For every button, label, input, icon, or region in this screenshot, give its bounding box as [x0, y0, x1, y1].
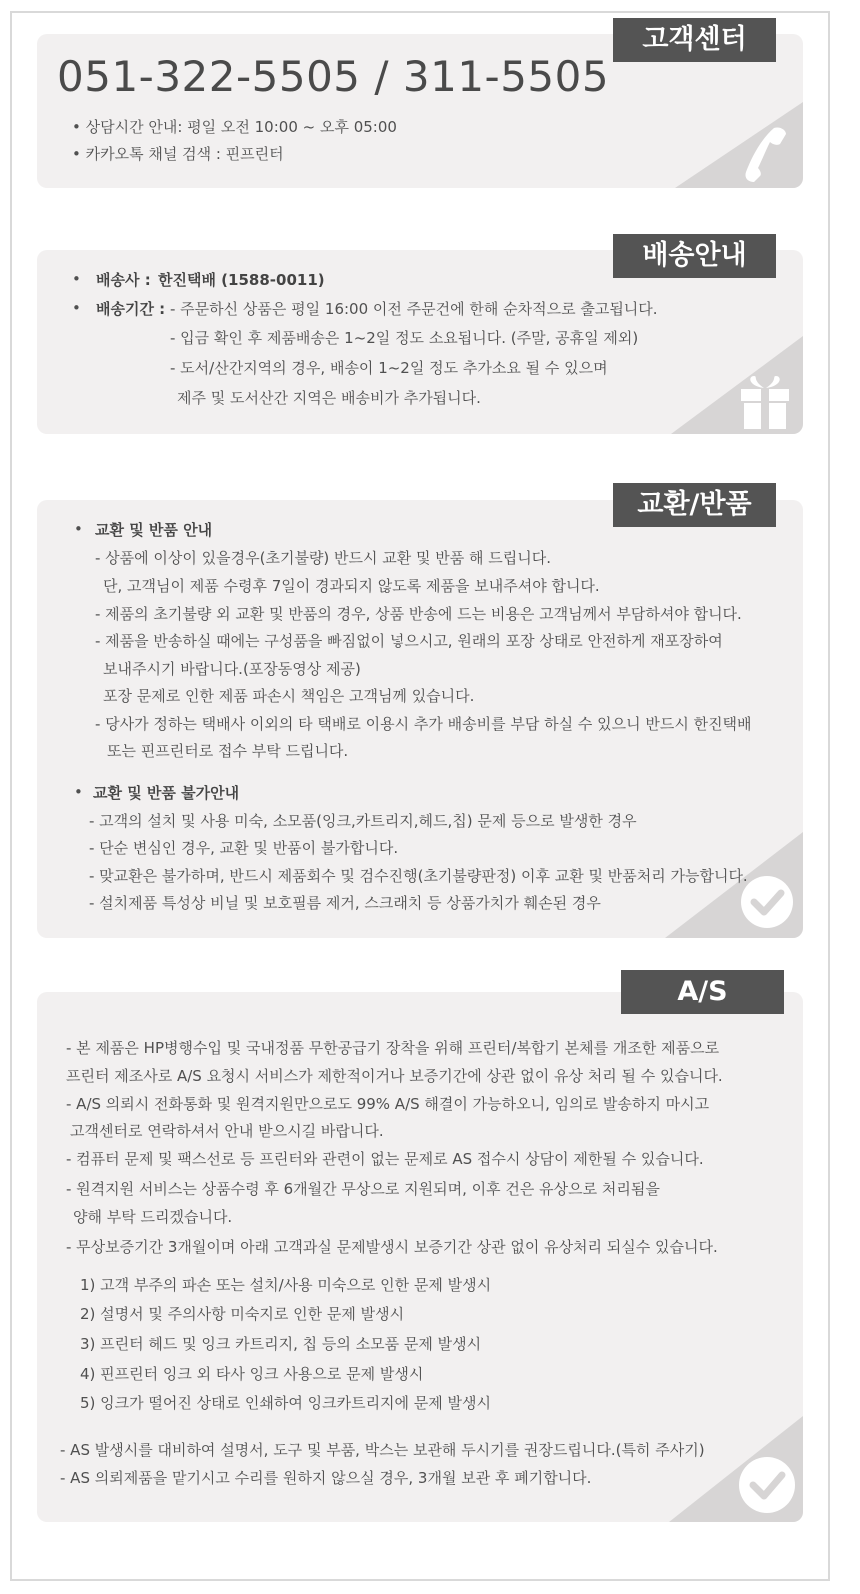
as-line: 고객센터로 연락하셔서 안내 받으시길 바랍니다. [70, 1122, 384, 1140]
as-line: 프린터 제조사로 A/S 요청시 서비스가 제한적이거나 보증기간에 상관 없이 유상 처리 될 수 있습니다. [66, 1067, 723, 1085]
courier-label: 배송사 : [96, 271, 151, 289]
bullet: • [72, 270, 81, 288]
as-tag: A/S [621, 970, 784, 1014]
no-line: - 고객의 설치 및 사용 미숙, 소모품(잉크,카트리지,헤드,칩) 문제 등으로 발생한 경우 [89, 812, 637, 830]
guide-line: - 당사가 정하는 택배사 이외의 타 택배로 이용시 추가 배송비를 부담 하실 수 있으니 반드시 한진택배 [95, 715, 752, 733]
period-line: 제주 및 도서산간 지역은 배송비가 추가됩니다. [177, 389, 481, 407]
guide-line: - 제품의 초기불량 외 교환 및 반품의 경우, 상품 반송에 드는 비용은 고객님께서 부담하셔야 합니다. [95, 605, 742, 623]
as-numbered-item: 3) 프린터 헤드 및 잉크 카트리지, 칩 등의 소모품 문제 발생시 [80, 1335, 482, 1353]
hours-text: • 상담시간 안내: 평일 오전 10:00 ~ 오후 05:00 [72, 118, 397, 136]
check-icon [740, 875, 794, 929]
guide-line: 또는 핀프린터로 접수 부탁 드립니다. [107, 742, 349, 760]
shipping-tag: 배송안내 [613, 234, 776, 278]
bullet: • [74, 520, 83, 538]
period-line: - 입금 확인 후 제품배송은 1~2일 정도 소요됩니다. (주말, 공휴일 제외) [170, 329, 639, 347]
customer-center-tag: 고객센터 [613, 18, 776, 62]
guide-line: 보내주시기 바랍니다.(포장동영상 제공) [103, 660, 361, 678]
guide-line: 단, 고객님이 제품 수령후 7일이 경과되지 않도록 제품을 보내주셔야 합니다. [103, 577, 600, 595]
guide-line: - 상품에 이상이 있을경우(초기불량) 반드시 교환 및 반품 해 드립니다. [95, 549, 552, 567]
period-line: - 주문하신 상품은 평일 16:00 이전 주문건에 한해 순차적으로 출고됩니다. [170, 300, 658, 318]
no-line: - 맞교환은 불가하며, 반드시 제품회수 및 검수진행(초기불량판정) 이후 교환 및 반품처리 가능합니다. [89, 867, 748, 885]
phone-icon [744, 126, 790, 182]
exchange-tag: 교환/반품 [613, 483, 776, 527]
bullet: • [72, 299, 81, 317]
as-numbered-item: 4) 핀프린터 잉크 외 타사 잉크 사용으로 문제 발생시 [80, 1365, 424, 1383]
as-line: - 본 제품은 HP병행수입 및 국내정품 무한공급기 장착을 위해 프린터/복합기 본체를 개조한 제품으로 [66, 1039, 720, 1057]
gift-icon [740, 374, 790, 430]
guide-line: 포장 문제로 인한 제품 파손시 책임은 고객님께 있습니다. [103, 687, 475, 705]
exchange-no-title: 교환 및 반품 불가안내 [93, 784, 240, 802]
as-line: - 원격지원 서비스는 상품수령 후 6개월간 무상으로 지원되며, 이후 건은 유상으로 처리됨을 [66, 1180, 660, 1198]
as-numbered-item: 5) 잉크가 떨어진 상태로 인쇄하여 잉크카트리지에 문제 발생시 [80, 1394, 492, 1412]
check-icon [738, 1456, 796, 1514]
as-footer-line: - AS 발생시를 대비하여 설명서, 도구 및 부품, 박스는 보관해 두시기를 권장드립니다.(특히 주사기) [60, 1441, 705, 1459]
as-line: - A/S 의뢰시 전화통화 및 원격지원만으로도 99% A/S 해결이 가능하오니, 임의로 발송하지 마시고 [66, 1095, 710, 1113]
guide-line: - 제품을 반송하실 때에는 구성품을 빠짐없이 넣으시고, 원래의 포장 상태로 안전하게 재포장하여 [95, 632, 723, 650]
kakao-text: • 카카오톡 채널 검색 : 핀프린터 [72, 145, 284, 163]
exchange-guide-title: 교환 및 반품 안내 [95, 521, 213, 539]
no-line: - 설치제품 특성상 비닐 및 보호필름 제거, 스크래치 등 상품가치가 훼손된 경우 [89, 894, 601, 912]
period-line: - 도서/산간지역의 경우, 배송이 1~2일 정도 추가소요 될 수 있으며 [170, 359, 608, 377]
as-numbered-item: 1) 고객 부주의 파손 또는 설치/사용 미숙으로 인한 문제 발생시 [80, 1276, 492, 1294]
phone-number: 051-322-5505 / 311-5505 [57, 52, 610, 101]
as-footer-line: - AS 의뢰제품을 맡기시고 수리를 원하지 않으실 경우, 3개월 보관 후 폐기합니다. [60, 1469, 592, 1487]
courier-value: 한진택배 (1588-0011) [158, 271, 325, 289]
as-numbered-item: 2) 설명서 및 주의사항 미숙지로 인한 문제 발생시 [80, 1305, 405, 1323]
as-line: - 컴퓨터 문제 및 팩스선로 등 프린터와 관련이 없는 문제로 AS 접수시 상담이 제한될 수 있습니다. [66, 1150, 704, 1168]
bullet: • [74, 783, 83, 801]
as-line: 양해 부탁 드리겠습니다. [73, 1208, 233, 1226]
period-label: 배송기간 : [96, 300, 166, 318]
as-line: - 무상보증기간 3개월이며 아래 고객과실 문제발생시 보증기간 상관 없이 유상처리 되실수 있습니다. [66, 1238, 718, 1256]
no-line: - 단순 변심인 경우, 교환 및 반품이 불가합니다. [89, 839, 399, 857]
